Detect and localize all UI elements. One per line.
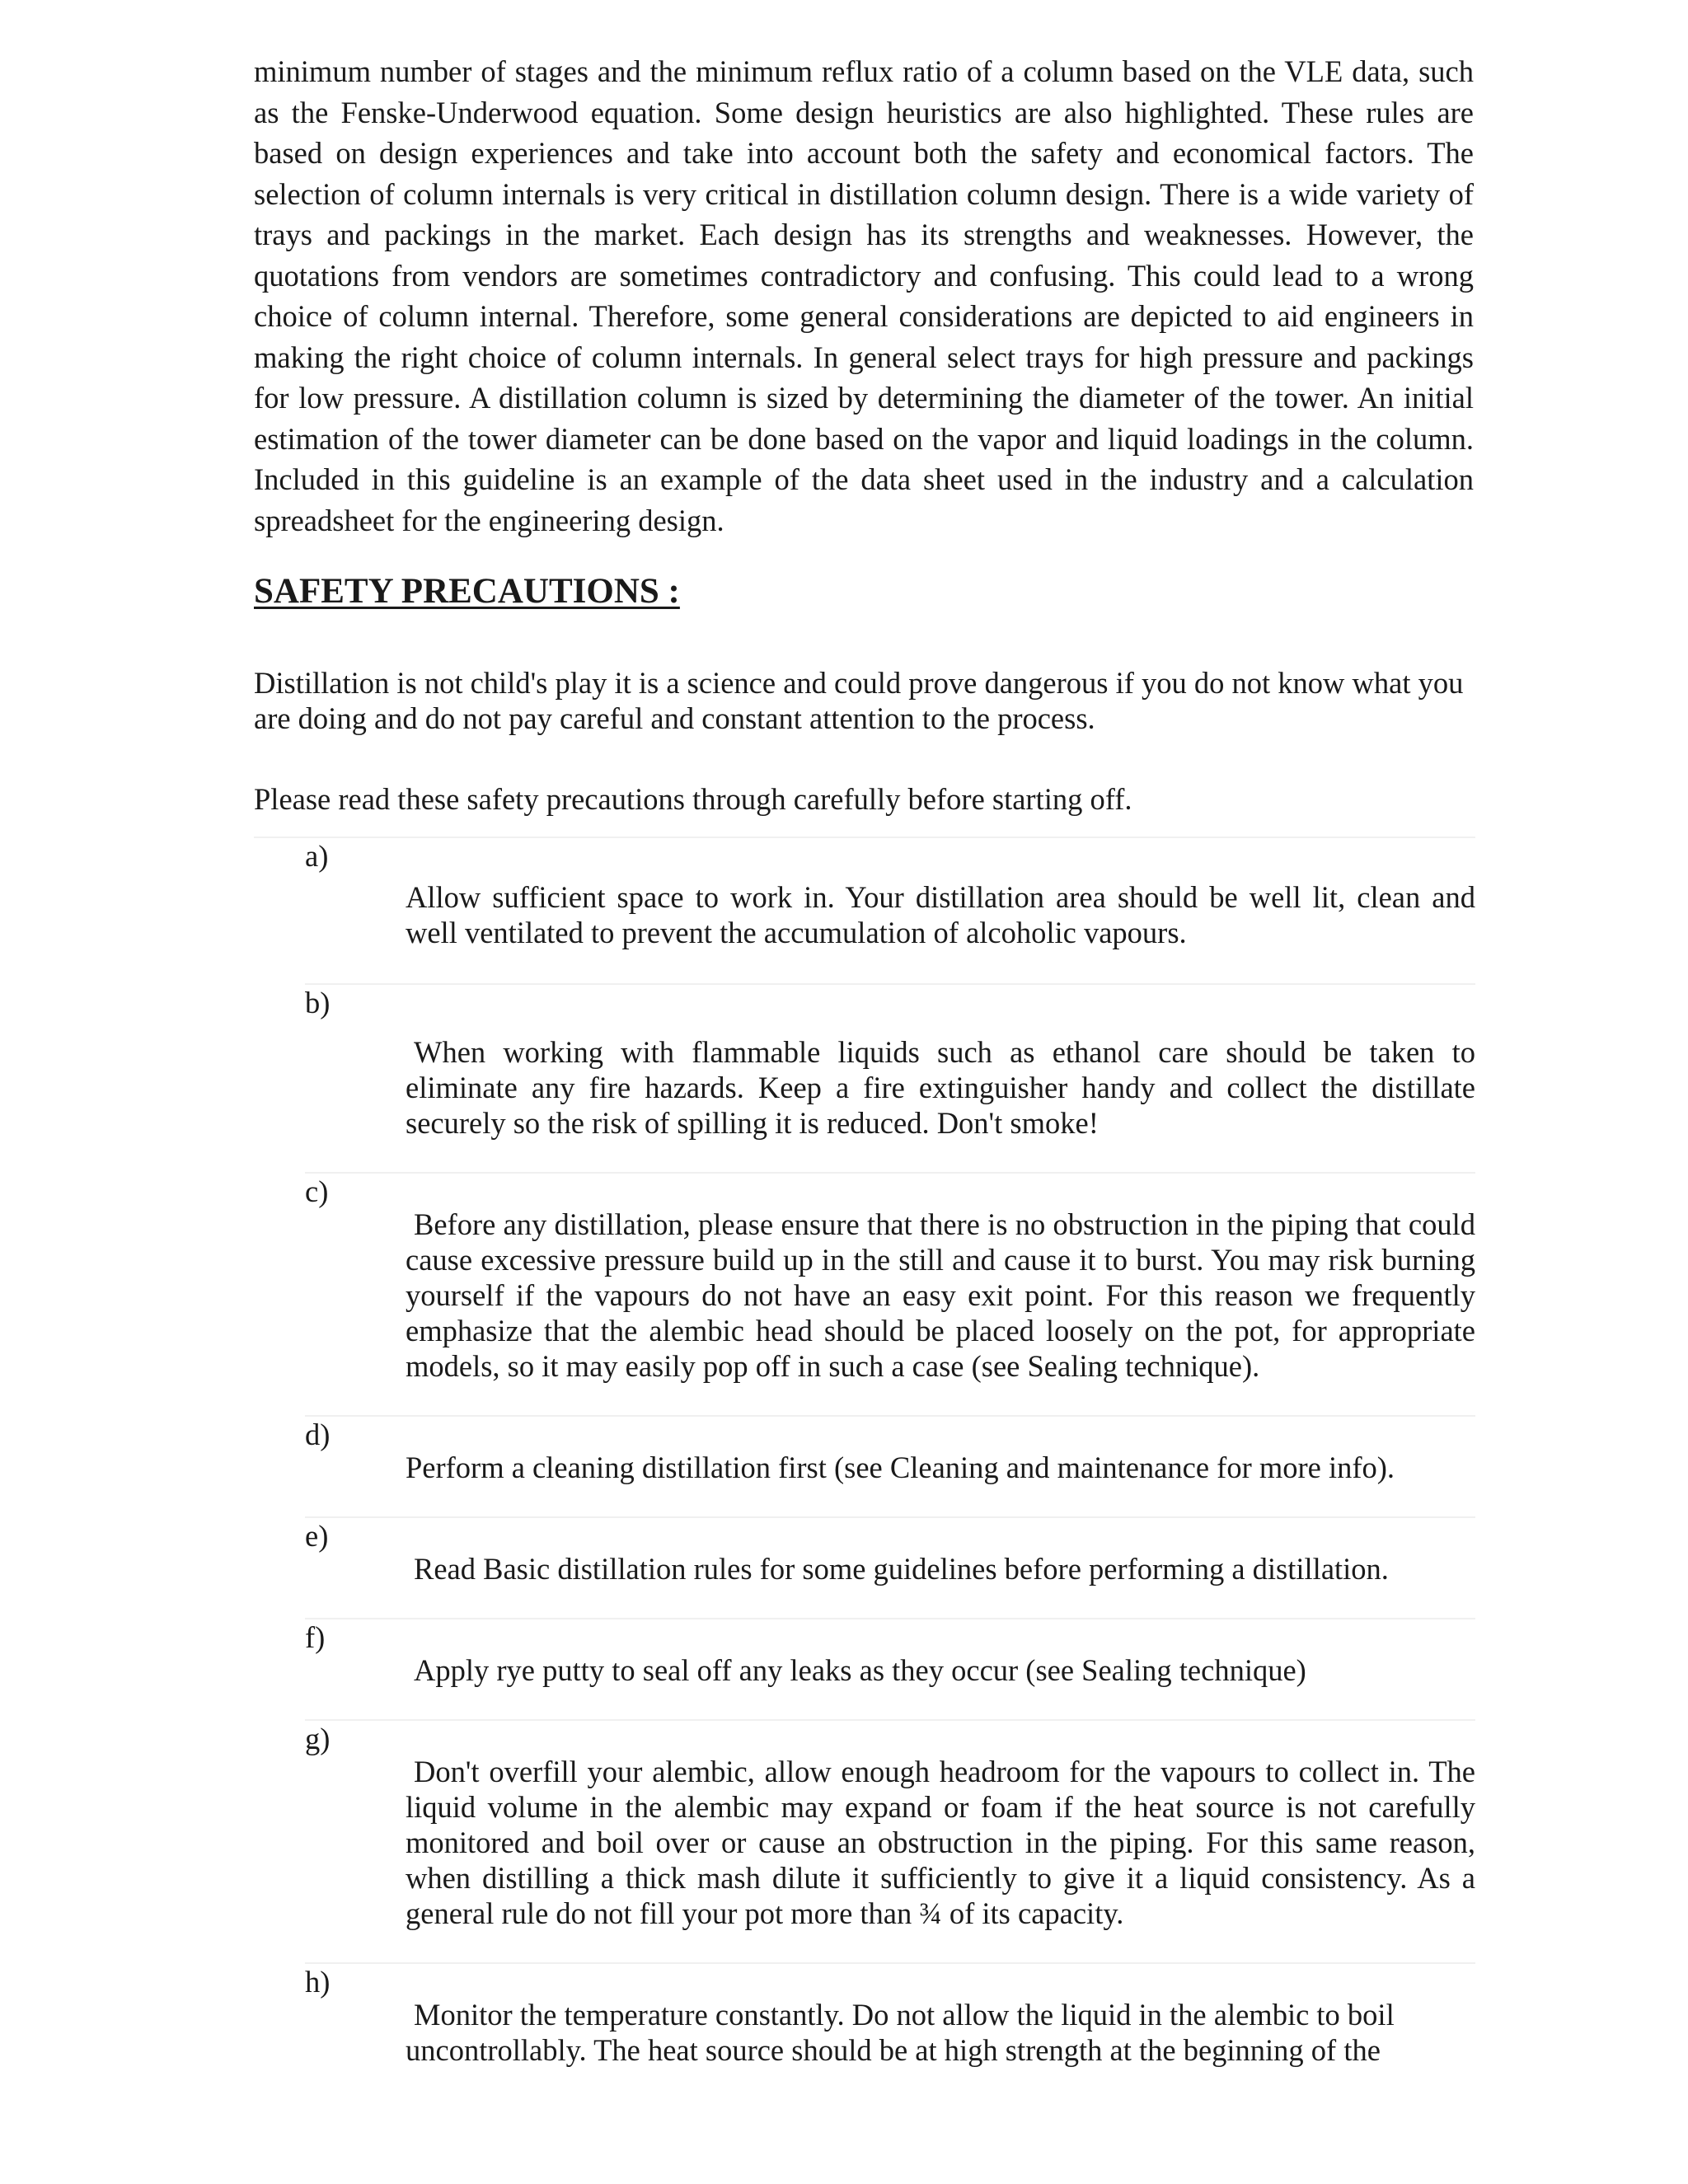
list-item-text: Don't overfill your alembic, allow enough headroom for the vapours to collect in. The liquid volume in the alembic may expand or foam if the heat source is not carefully monitored and boil over or cause an obstruction in the piping. For this same reason, when distilling a thick mash dilute it sufficiently to give it a liquid consistency. As a general rule do not fill your pot more than ¾ of its capacity.	[406, 1755, 1475, 1930]
list-item	[305, 1964, 1475, 2068]
intro-paragraph: minimum number of stages and the minimum reflux ratio of a column based on the VLE data, such as the Fenske-Underwood equation. Some design heuristics are also highlighted. These rules are based on design experiences and take into account both the safety and economical factors. The selection of column internals is very critical in distillation column design. There is a wide variety of trays and packings in the market. Each design has its strengths and weaknesses. However, the quotations from vendors are sometimes contradictory and confusing. This could lead to a wrong choice of column internal. Therefore, some general considerations are depicted to aid engineers in making the right choice of column internals. In general select trays for high pressure and packings for low pressure. A distillation column is sized by determining the diameter of the tower. An initial estimation of the tower diameter can be done based on the vapor and liquid loadings in the column. Included in this guideline is an example of the data sheet used in the industry and a calculation spreadsheet for the engineering design.	[254, 54, 1474, 537]
list-item-text: Monitor the temperature constantly. Do not allow the liquid in the alembic to boil uncontrollably. The heat source should be at high strength at the beginning of the	[406, 1998, 1395, 2067]
list-marker: g)	[305, 1722, 331, 1755]
list-item	[305, 1174, 1475, 1417]
list-item-text: When working with flammable liquids such as ethanol care should be taken to eliminate any fire hazards. Keep a fire extinguisher handy and collect the distillate securely so the risk of spilling it is reduced. Don't smoke!	[406, 1035, 1475, 1140]
list-item	[305, 1721, 1475, 1964]
section-heading: SAFETY PRECAUTIONS :	[254, 572, 680, 611]
list-marker: f)	[305, 1620, 326, 1654]
list-marker: h)	[305, 1965, 331, 1999]
document-page	[254, 51, 1474, 2068]
list-item	[305, 1619, 1475, 1721]
list-marker: a)	[305, 839, 329, 873]
read-paragraph: Please read these safety precautions through carefully before starting off.	[254, 782, 1132, 816]
list-item-text: Before any distillation, please ensure that there is no obstruction in the piping that could cause excessive pressure build up in the still and cause it to burst. You may risk burning yourself if the vapours do not have an easy exit point. For this reason we frequently emphasize that the alembic head should be placed loosely on the pot, for appropriate models, so it may easily pop off in such a case (see Sealing technique).	[406, 1207, 1475, 1383]
list-item	[305, 985, 1475, 1174]
list-item	[305, 838, 1475, 985]
warning-paragraph: Distillation is not child's play it is a science and could prove dangerous if you do not know what you are doing and do not pay careful and constant attention to the process.	[254, 666, 1464, 735]
list-item-text: Read Basic distillation rules for some guidelines before performing a distillation.	[414, 1552, 1389, 1586]
list-item	[305, 1417, 1475, 1518]
list-item-text: Apply rye putty to seal off any leaks as they occur (see Sealing technique)	[414, 1653, 1306, 1687]
list-item	[305, 1518, 1475, 1619]
precautions-list	[254, 838, 1474, 2068]
list-marker: b)	[305, 986, 331, 1019]
list-marker: e)	[305, 1519, 329, 1553]
list-marker: d)	[305, 1418, 331, 1451]
list-marker: c)	[305, 1174, 329, 1208]
list-item-text: Allow sufficient space to work in. Your distillation area should be well lit, clean and well ventilated to prevent the accumulation of alcoholic vapours.	[406, 880, 1475, 949]
list-item-text: Perform a cleaning distillation first (see Cleaning and maintenance for more info).	[406, 1451, 1395, 1484]
